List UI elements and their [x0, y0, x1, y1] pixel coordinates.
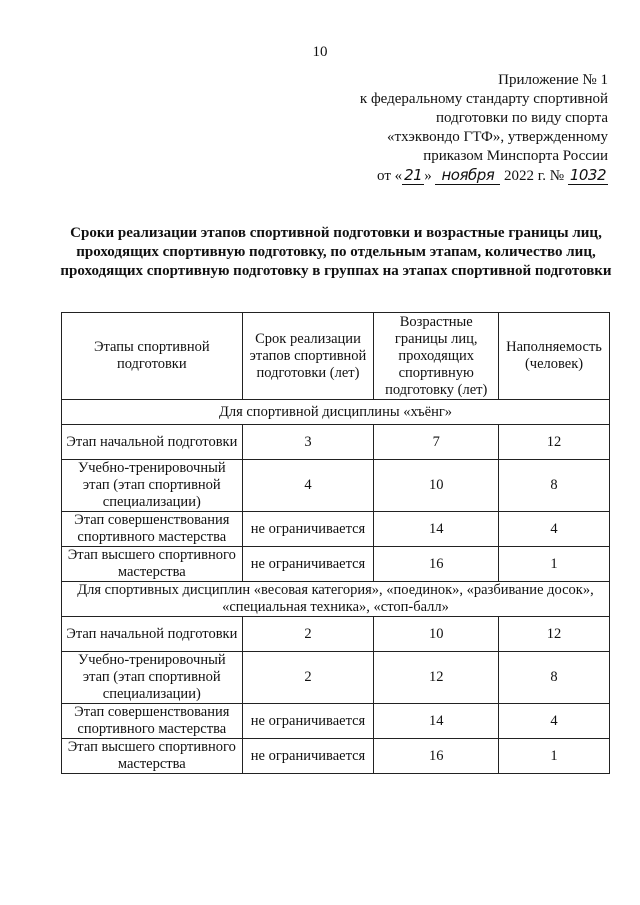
section-title: Для спортивной дисциплины «хъёнг»	[62, 400, 610, 425]
cell-duration: не ограничивается	[242, 512, 374, 547]
cell-age: 7	[374, 425, 499, 460]
date-day: 21	[404, 166, 423, 184]
stages-table	[61, 312, 610, 774]
cell-capacity: 8	[499, 652, 610, 704]
table-row	[62, 547, 610, 582]
cell-capacity: 4	[499, 704, 610, 739]
cell-stage: Этап высшего спортивного мастерства	[62, 739, 243, 774]
header-capacity: Наполняемость (человек)	[499, 313, 610, 400]
cell-capacity: 12	[499, 425, 610, 460]
cell-age: 14	[374, 704, 499, 739]
page-number: 10	[312, 44, 328, 60]
table-row	[62, 704, 610, 739]
cell-age: 10	[374, 460, 499, 512]
appendix-line: подготовки по виду спорта	[436, 110, 608, 126]
cell-age: 10	[374, 617, 499, 652]
appendix-line: Приложение № 1	[498, 72, 608, 88]
section-row	[62, 582, 610, 617]
date-prefix: от «	[377, 168, 403, 184]
order-number: 1032	[569, 166, 606, 184]
cell-age: 14	[374, 512, 499, 547]
appendix-line: «тхэквондо ГТФ», утвержденному	[387, 129, 608, 145]
cell-duration: не ограничивается	[242, 739, 374, 774]
appendix-date-line	[346, 166, 608, 186]
cell-duration: 3	[242, 425, 374, 460]
cell-capacity: 12	[499, 617, 610, 652]
document-title: Сроки реализации этапов спортивной подготовки и возрастные границы лиц, проходящих спортивную подготовку, по отдельным этапам, количество лиц, проходящих спортивную подготовку в группах на этапах спортивной подготовки	[60, 225, 612, 279]
header-duration: Срок реализации этапов спортивной подготовки (лет)	[242, 313, 374, 400]
cell-stage: Этап совершенствования спортивного мастерства	[62, 704, 243, 739]
cell-duration: не ограничивается	[242, 547, 374, 582]
cell-capacity: 4	[499, 512, 610, 547]
cell-stage: Учебно-тренировочный этап (этап спортивной специализации)	[62, 652, 243, 704]
cell-stage: Этап начальной подготовки	[62, 425, 243, 460]
table-row	[62, 425, 610, 460]
table-row	[62, 739, 610, 774]
date-month: ноября	[435, 166, 500, 185]
header-stages: Этапы спортивной подготовки	[62, 313, 243, 400]
cell-stage: Учебно-тренировочный этап (этап спортивной специализации)	[62, 460, 243, 512]
cell-stage: Этап начальной подготовки	[62, 617, 243, 652]
cell-capacity: 1	[499, 547, 610, 582]
cell-capacity: 1	[499, 739, 610, 774]
table-row	[62, 652, 610, 704]
appendix-block	[346, 71, 608, 186]
cell-age: 16	[374, 547, 499, 582]
cell-stage: Этап высшего спортивного мастерства	[62, 547, 243, 582]
cell-duration: 2	[242, 617, 374, 652]
table-row	[62, 617, 610, 652]
date-quote-close: »	[424, 168, 432, 184]
cell-age: 12	[374, 652, 499, 704]
date-year: 2022 г. №	[504, 168, 565, 184]
cell-duration: не ограничивается	[242, 704, 374, 739]
section-title: Для спортивных дисциплин «весовая категория», «поединок», «разбивание досок», «специальная техника», «стоп-балл»	[62, 582, 610, 617]
header-age: Возрастные границы лиц, проходящих спортивную подготовку (лет)	[374, 313, 499, 400]
appendix-line: к федеральному стандарту спортивной	[359, 91, 608, 107]
appendix-line: приказом Минспорта России	[423, 148, 608, 164]
cell-stage: Этап совершенствования спортивного мастерства	[62, 512, 243, 547]
cell-duration: 4	[242, 460, 374, 512]
section-row	[62, 400, 610, 425]
cell-duration: 2	[242, 652, 374, 704]
cell-age: 16	[374, 739, 499, 774]
table-header-row	[62, 313, 610, 400]
cell-capacity: 8	[499, 460, 610, 512]
table-row	[62, 512, 610, 547]
table-row	[62, 460, 610, 512]
